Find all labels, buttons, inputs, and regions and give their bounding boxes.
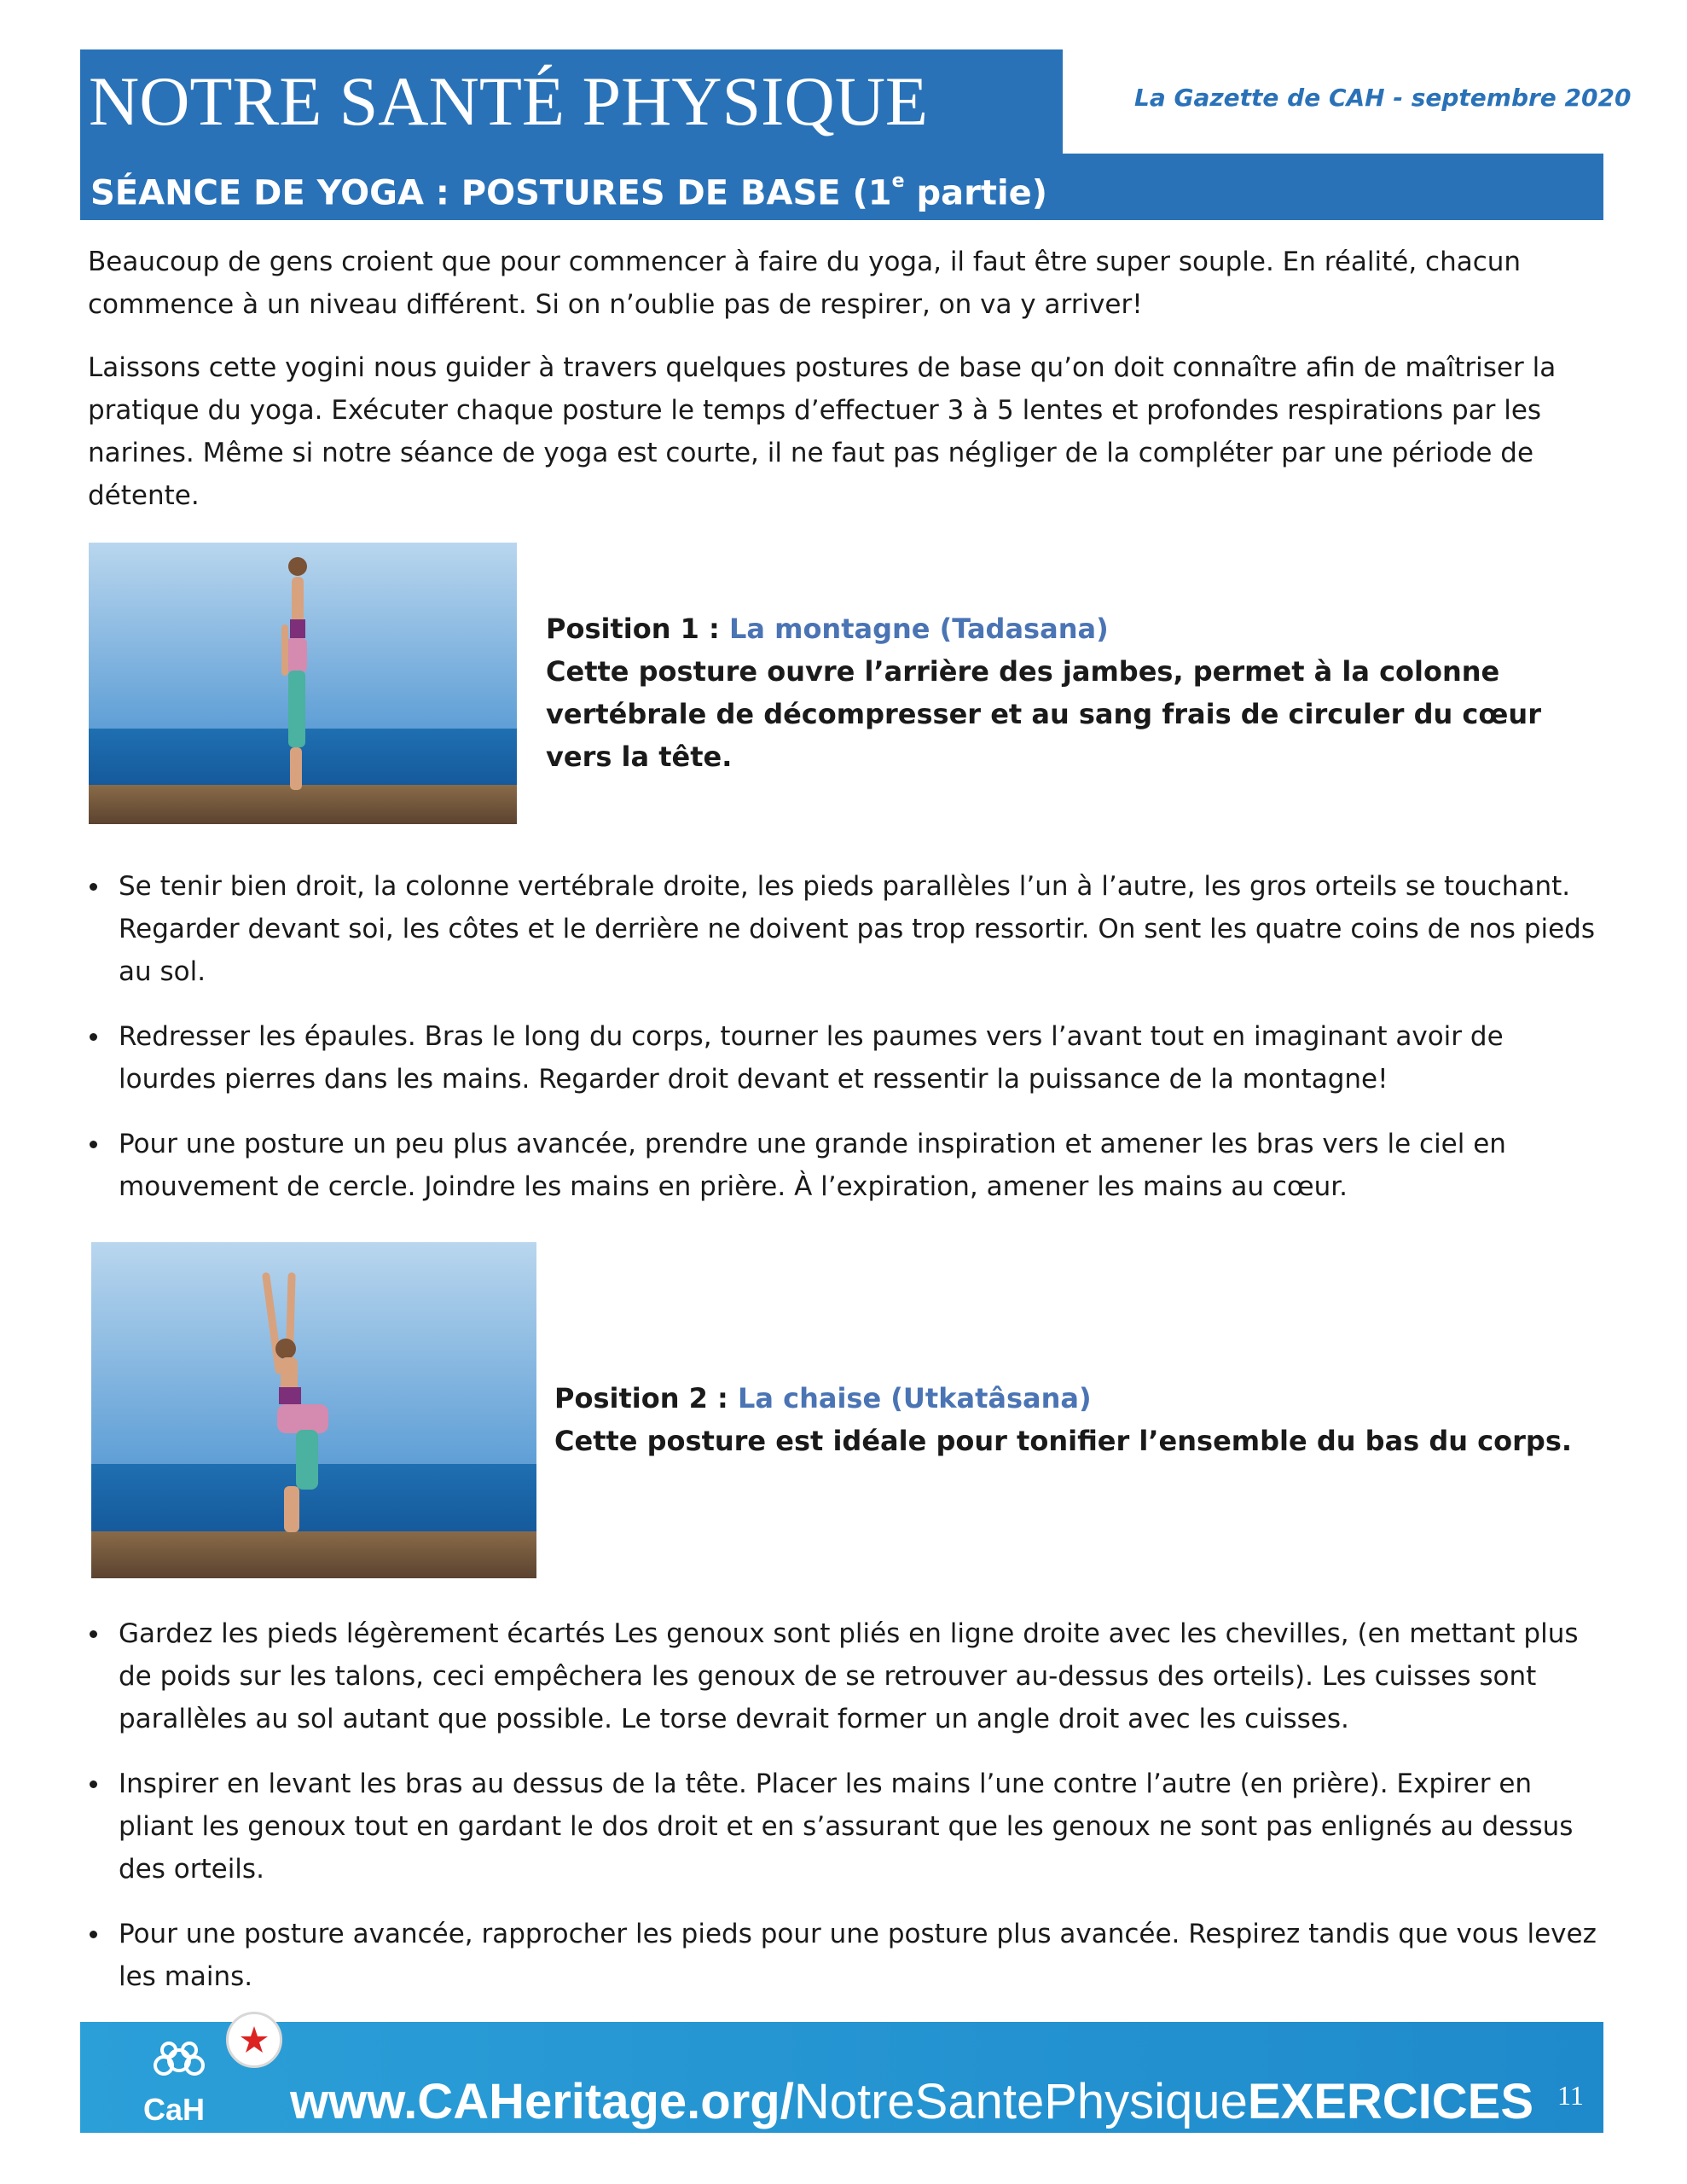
photo-chair-pose [91,1242,536,1578]
footer-url-path: NotreSantePhysique [793,2074,1248,2129]
section-title-main: SÉANCE DE YOGA : POSTURES DE BASE (1 [90,173,892,213]
list-item: Se tenir bien droit, la colonne vertébrale droite, les pieds parallèles l’un à l’autre, les gros orteils se touchant. Regarder devant soi, les côtes et le derrière ne doivent pas trop ressortir. On sent les quatre coins de nos pieds au sol. [88,865,1606,993]
gazette-issue: La Gazette de CAH - septembre 2020 [1134,84,1632,112]
seal-icon [226,2012,282,2068]
page-number: 11 [1557,2080,1584,2111]
intro-paragraph-2: Laissons cette yogini nous guider à travers quelques postures de base qu’on doit connaître afin de maîtriser la pratique du yoga. Exécuter chaque posture le temps d’effectuer 3 à 5 lentes et profondes respirations par les narines. Même si notre séance de yoga est courte, il ne faut pas négliger de la compléter par une période de détente. [88,352,1557,511]
cah-logo-text: CaH [143,2092,206,2127]
yogini-standing-icon [89,543,517,824]
footer-url-domain: www.CAHeritage.org/ [290,2074,794,2129]
list-item: Pour une posture un peu plus avancée, prendre une grande inspiration et amener les bras vers le ciel en mouvement de cercle. Joindre les mains en prière. À l’expiration, amener les mains au cœur. [88,1123,1606,1208]
section-title-sup: e [891,171,905,192]
section-title-end: partie) [904,173,1048,213]
section-title [80,154,1603,220]
photo-mountain-pose [89,543,517,824]
position-2-name: La chaise (Utkatâsana) [737,1382,1092,1414]
position-2-instructions [88,1612,1606,2020]
position-1-description: Cette posture ouvre l’arrière des jambes, permet à la colonne vertébrale de décompresser et au sang frais de circuler du cœur vers la tête. [546,655,1541,773]
footer-url-link[interactable] [290,2073,1533,2130]
list-item: Pour une posture avancée, rapprocher les pieds pour une posture plus avancée. Respirez tandis que vous levez les mains. [88,1913,1606,1998]
position-2-description: Cette posture est idéale pour tonifier l’ensemble du bas du corps. [554,1425,1573,1457]
position-2-heading [554,1377,1092,1420]
cah-logo-icon [136,2035,222,2086]
list-item: Gardez les pieds légèrement écartés Les genoux sont pliés en ligne droite avec les chevilles, (en mettant plus de poids sur les talons, ceci empêchera les genoux de se retrouver au-dessus des orteils). Les cuisses sont parallèles au sol autant que possible. Le torse devrait former un angle droit avec les cuisses. [88,1612,1606,1740]
footer-url-caps: EXERCICES [1247,2074,1534,2129]
position-1-instructions [88,865,1606,1230]
intro-paragraph-1: Beaucoup de gens croient que pour commencer à faire du yoga, il faut être super souple. En réalité, chacun commence à un niveau différent. Si on n’oublie pas de respirer, on va y arriver! [88,247,1522,320]
yogini-chair-icon [91,1242,536,1578]
list-item: Inspirer en levant les bras au dessus de la tête. Placer les mains l’une contre l’autre (en prière). Expirer en pliant les genoux tout en gardant le dos droit et en s’assurant que les genoux ne sont pas enlignés au dessus des orteils. [88,1763,1606,1891]
position-1-heading [546,607,1109,650]
position-1-name: La montagne (Tadasana) [728,613,1109,645]
position-1-label: Position 1 : [546,613,729,645]
list-item: Redresser les épaules. Bras le long du corps, tourner les paumes vers l’avant tout en imaginant avoir de lourdes pierres dans les mains. Regarder droit devant et ressentir la puissance de la montagne! [88,1015,1606,1101]
position-2-label: Position 2 : [554,1382,738,1414]
page-title: NOTRE SANTÉ PHYSIQUE [80,49,1063,154]
